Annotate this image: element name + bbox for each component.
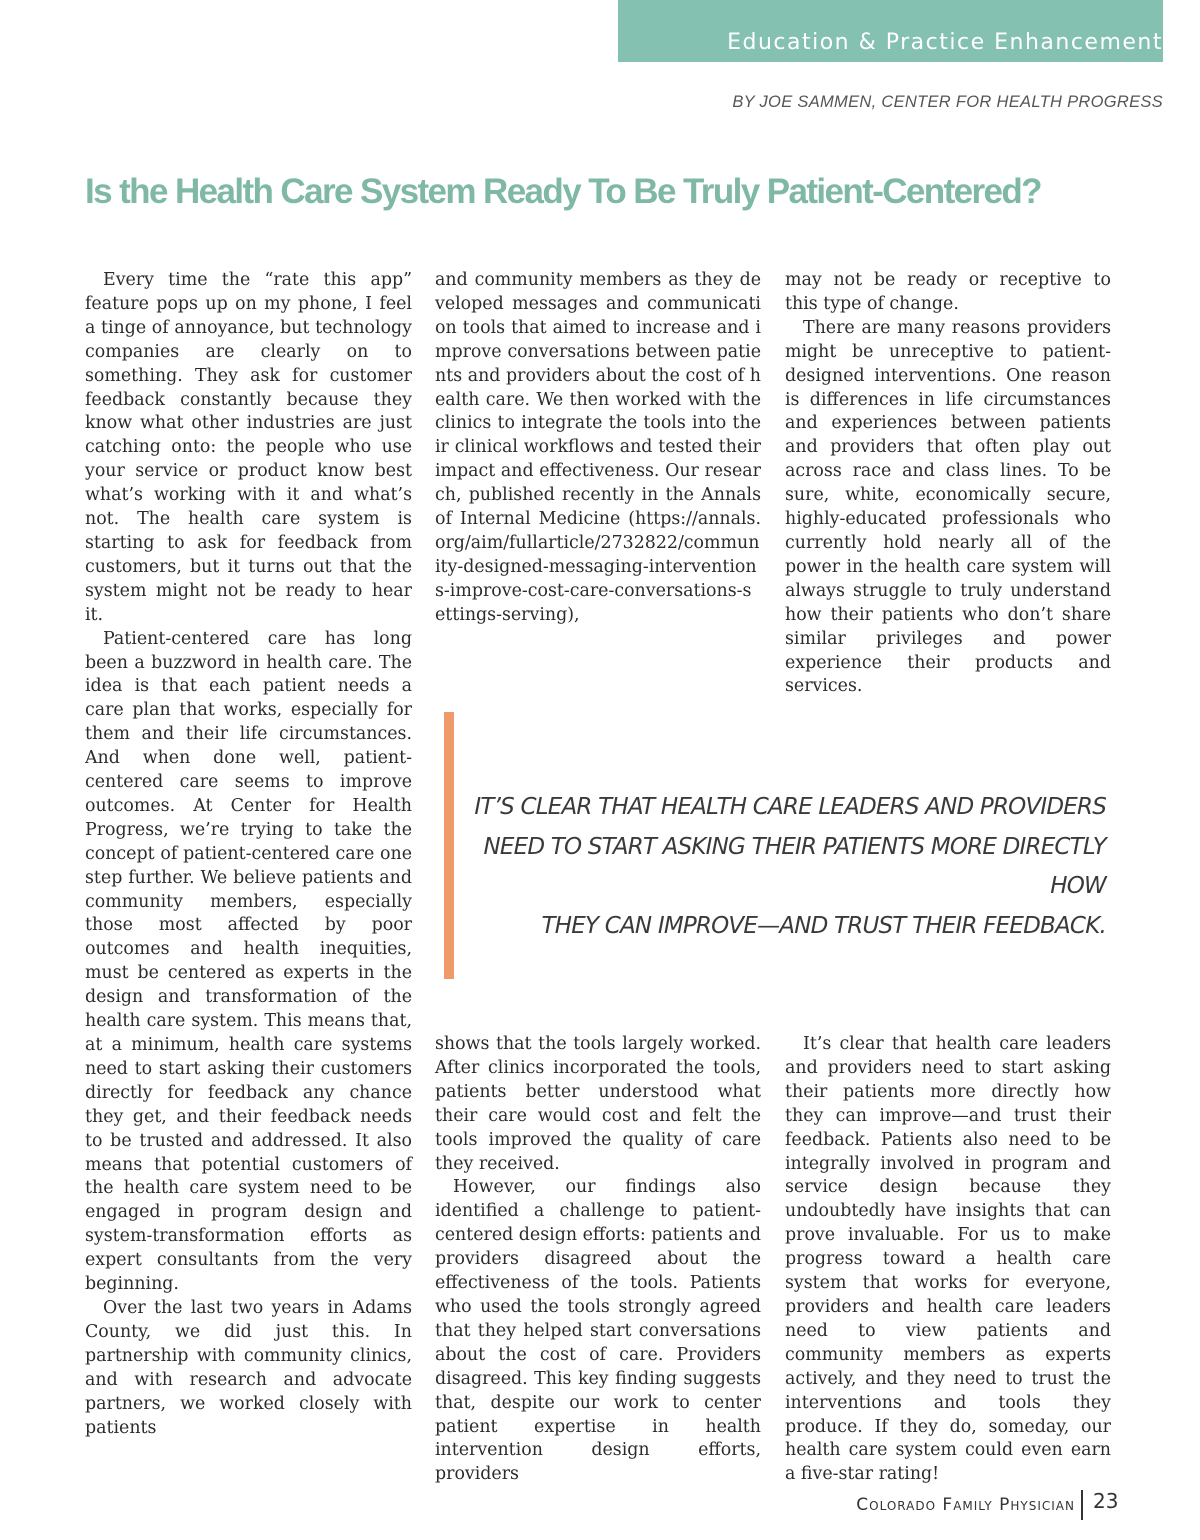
paragraph: There are many reasons providers might be unreceptive to patient-designed interventions. One reason is differences in life circumstances and experiences between patients and providers that often play out across race and class lines. To be sure, white, economically secure, highly-educated professionals who currently hold nearly all of the power in the health care system will always struggle to truly understand how their patients who don’t share similar privileges and power experience their products and services. xyxy=(785,317,1111,697)
column-1 xyxy=(85,269,412,1440)
paragraph: Over the last two years in Adams County, we did just this. In partnership with community clinics, and with research and advocate partners, we worked closely with patients xyxy=(85,1297,412,1438)
article-title: Is the Health Care System Ready To Be Truly Patient-Centered? xyxy=(85,172,1041,211)
paragraph: Every time the “rate this app” feature pops up on my phone, I feel a tinge of annoyance, but technology companies are clearly on to something. They ask for customer feedback constantly because they know what other industries are just catching onto: the people who use your service or product know best what’s working with it and what’s not. The health care system is starting to ask for feedback from customers, but it turns out that the system might not be ready to hear it. xyxy=(85,270,412,625)
pullquote-line: NEED TO START ASKING THEIR PATIENTS MORE DIRECTLY HOW xyxy=(483,833,1106,899)
footer-divider xyxy=(1081,1490,1083,1520)
paragraph: However, our findings also identified a challenge to patient-centered design efforts: patients and providers disagreed about the effectiveness of the tools. Patients who used the tools strongly agreed that they helped start conversations about the cost of care. Providers disagreed. This key finding suggests that, despite our work to center patient expertise in health intervention design efforts, providers xyxy=(435,1177,761,1485)
page-number: 23 xyxy=(1093,1489,1119,1513)
section-label: Education & Practice Enhancement xyxy=(727,30,1163,55)
publication-name: Colorado Family Physician xyxy=(856,1495,1075,1515)
paragraph: It’s clear that health care leaders and providers need to start asking their patients more directly how they can improve—and trust their feedback. Patients also need to be integrally involved in program and service design because they undoubtedly have insights that can prove invaluable. For us to make progress toward a health care system that works for everyone, providers and health care leaders need to view patients and community members as experts actively, and they need to trust the interventions and tools they produce. If they do, someday, our health care system could even earn a five-star rating! xyxy=(785,1034,1111,1485)
pullquote-line: THEY CAN IMPROVE—AND TRUST THEIR FEEDBACK. xyxy=(541,912,1106,939)
pullquote-accent-bar xyxy=(444,712,454,979)
column-3-bottom xyxy=(785,1033,1111,1487)
pullquote xyxy=(470,788,1106,946)
column-2-top xyxy=(435,269,761,628)
paragraph: Patient-centered care has long been a buzzword in health care. The idea is that each patient needs a care plan that works, especially for them and their life circumstances. And when done well, patient-centered care seems to improve outcomes. At Center for Health Progress, we’re trying to take the concept of patient-centered care one step further. We believe patients and community members, especially those most affected by poor outcomes and health inequities, must be centered as experts in the design and transformation of the health care system. This means that, at a minimum, health care systems need to start asking their customers directly for feedback any chance they get, and their feedback needs to be trusted and addressed. It also means that potential customers of the health care system need to be engaged in program design and system-transformation efforts as expert consultants from the very beginning. xyxy=(85,628,412,1295)
paragraph: shows that the tools largely worked. After clinics incorporated the tools, patients better understood what their care would cost and felt the tools improved the quality of care they received. xyxy=(435,1034,761,1174)
paragraph: may not be ready or receptive to this type of change. xyxy=(785,270,1111,314)
column-3-top xyxy=(785,269,1111,699)
column-2-bottom xyxy=(435,1033,761,1487)
paragraph: and community members as they developed messages and communication tools that aimed to increase and improve conversations between patients and providers about the cost of health care. We then worked with the clinics to integrate the tools into their clinical workflows and tested their impact and effectiveness. Our research, published recently in the Annals of Internal Medicine (https://annals.org/aim/fullarticle/2732822/community-designed-messaging-interventions-improve-cost-care-conversations-settings-serving), xyxy=(435,270,761,625)
byline: BY JOE SAMMEN, CENTER FOR HEALTH PROGRESS xyxy=(732,93,1163,111)
pullquote-line: IT’S CLEAR THAT HEALTH CARE LEADERS AND PROVIDERS xyxy=(474,794,1106,820)
section-banner xyxy=(618,0,1163,62)
